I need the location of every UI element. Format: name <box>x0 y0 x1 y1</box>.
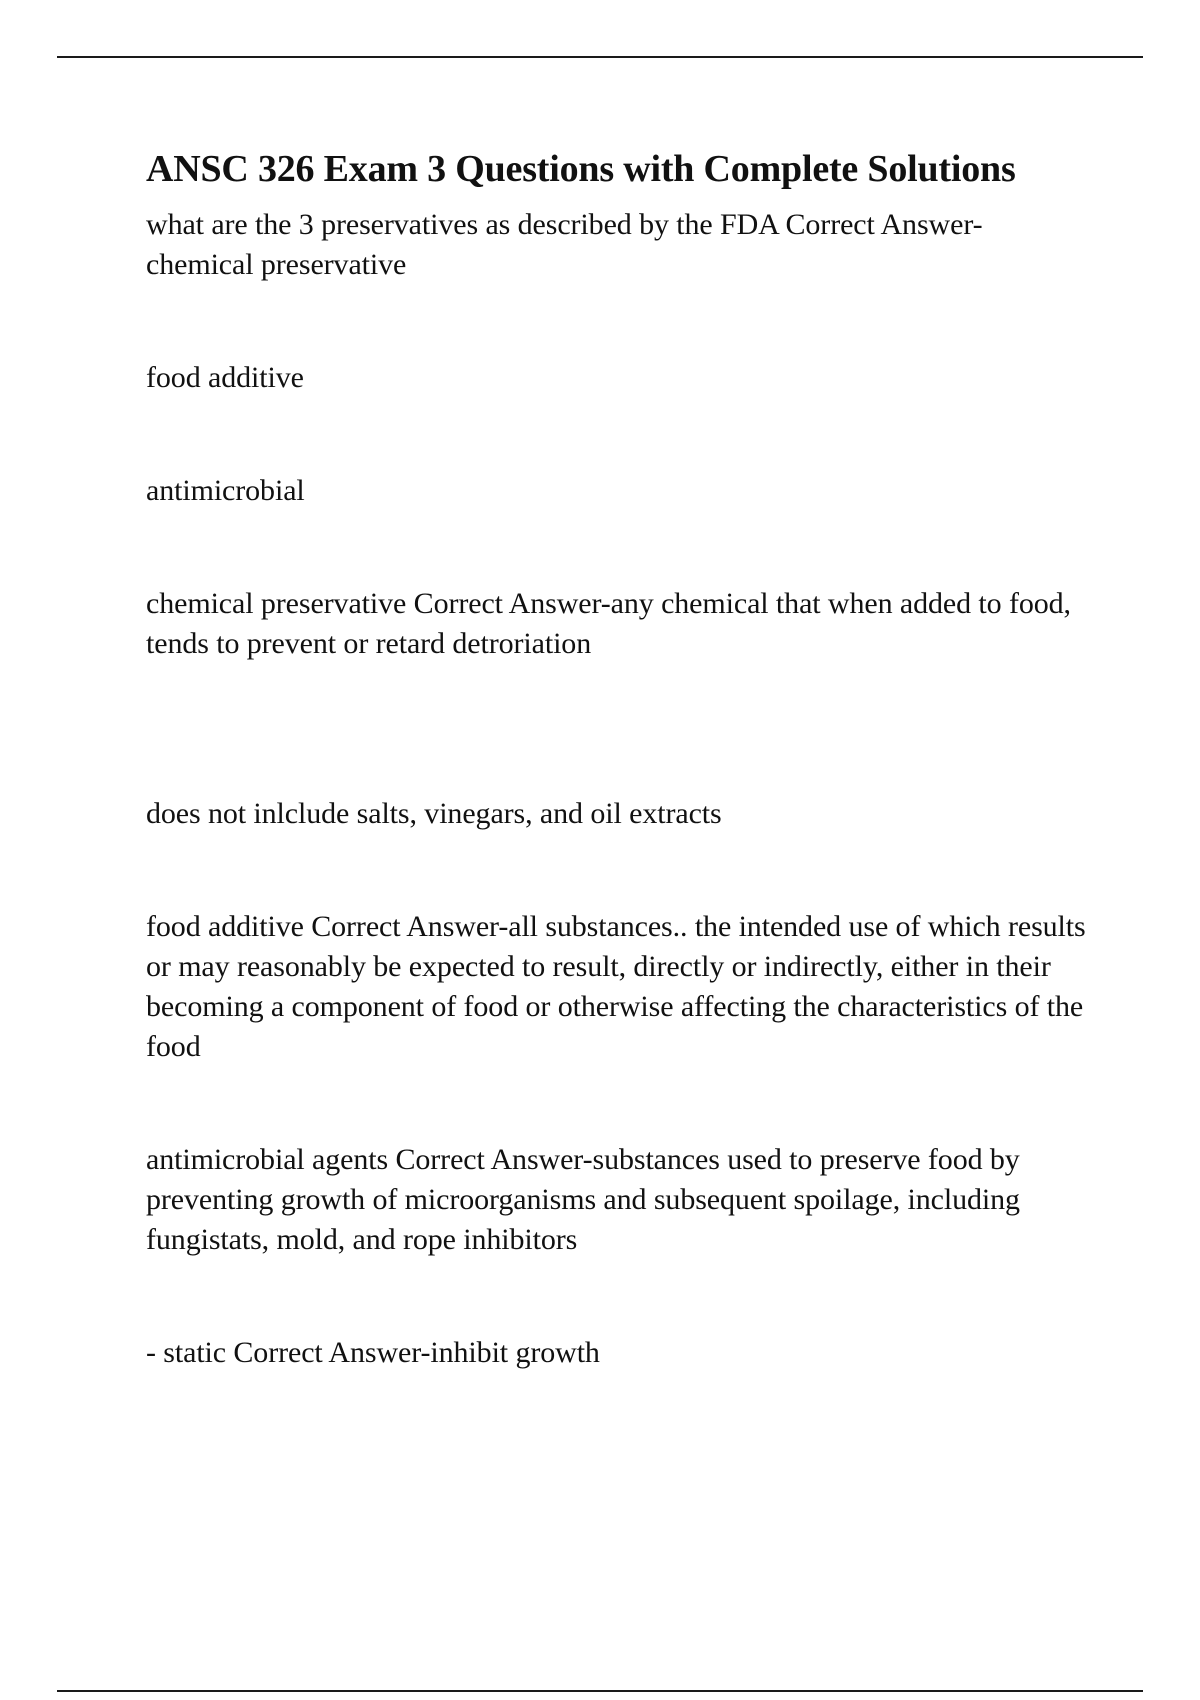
qa-paragraph-static: - static Correct Answer-inhibit growth <box>146 1336 600 1369</box>
footer-divider <box>57 1690 1143 1692</box>
qa-paragraph-preservatives-question: what are the 3 preservatives as described by the FDA Correct Answer-chemical preservative <box>146 208 983 281</box>
qa-paragraph-food-additive: food additive <box>146 361 304 394</box>
qa-paragraph-antimicrobial: antimicrobial <box>146 474 305 507</box>
document-title: ANSC 326 Exam 3 Questions with Complete Solutions <box>146 148 1016 190</box>
qa-paragraph-exclusions: does not inlclude salts, vinegars, and oil extracts <box>146 797 722 830</box>
qa-paragraph-antimicrobial-agents: antimicrobial agents Correct Answer-substances used to preserve food by preventing growth of microorganisms and subsequent spoilage, including fungistats, mold, and rope inhibitors <box>146 1143 1020 1256</box>
qa-paragraph-chemical-preservative: chemical preservative Correct Answer-any chemical that when added to food, tends to prevent or retard detroriation <box>146 587 1071 660</box>
qa-paragraph-food-additive-definition: food additive Correct Answer-all substances.. the intended use of which results or may reasonably be expected to result, directly or indirectly, either in their becoming a component of food or otherwise affecting the characteristics of the food <box>146 910 1086 1063</box>
document-body <box>146 143 1086 1373</box>
header-divider <box>57 56 1143 58</box>
